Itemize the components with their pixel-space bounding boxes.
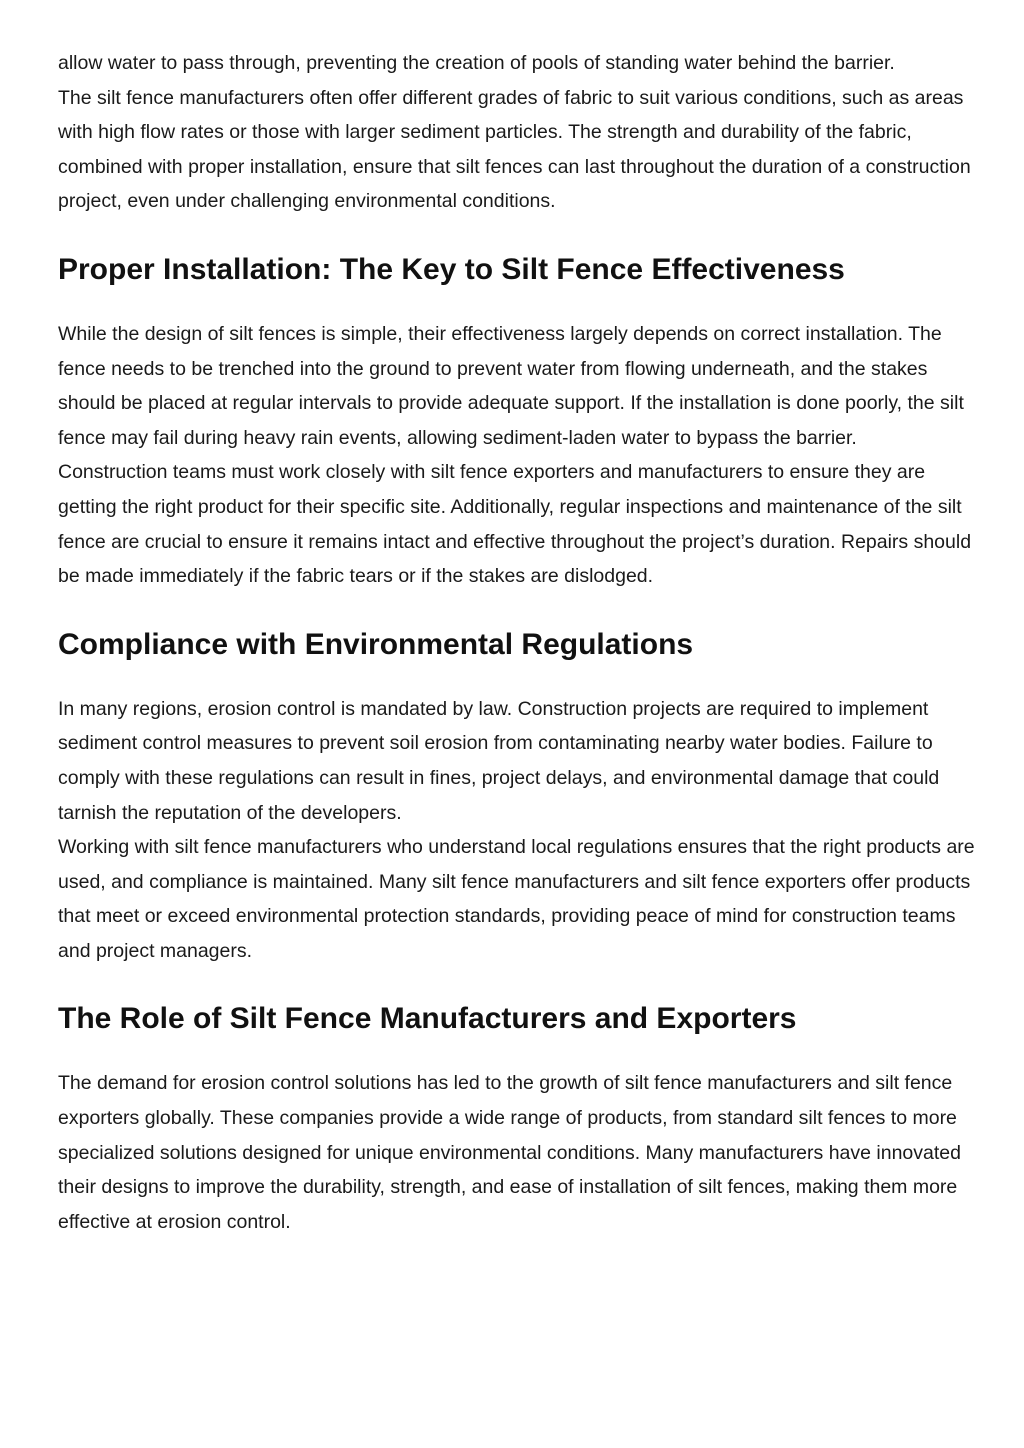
installation-paragraph-2: Construction teams must work closely with silt fence exporters and manufacturers to ensure they are getting the right product for their specific site. Additionally, regular inspections and maintenance of the silt fence are crucial to ensure it remains intact and effective throughout the project’s duration. Repairs should be made immediately if the fabric tears or if the stakes are dislodged. (58, 461, 972, 588)
section-heading-role: The Role of Silt Fence Manufacturers and Exporters (58, 1002, 797, 1036)
section-heading-compliance: Compliance with Environmental Regulations (58, 627, 694, 661)
role-paragraph-1: The demand for erosion control solutions has led to the growth of silt fence manufacturers and silt fence exporters globally. These companies provide a wide range of products, from standard silt fences to more specialized solutions designed for unique environmental conditions. Many manufacturers have innovated their designs to improve the durability, strength, and ease of installation of silt fences, making them more effective at erosion control. (58, 1072, 961, 1233)
intro-paragraph-1: allow water to pass through, preventing the creation of pools of standing water behind the barrier. (58, 52, 895, 74)
compliance-paragraph-2: Working with silt fence manufacturers who understand local regulations ensures that the right products are used, and compliance is maintained. Many silt fence manufacturers and silt fence exporters offer products that meet or exceed environmental protection standards, providing peace of mind for construction teams and project managers. (58, 836, 975, 962)
compliance-paragraph-1: In many regions, erosion control is mandated by law. Construction projects are required to implement sediment control measures to prevent soil erosion from contaminating nearby water bodies. Failure to comply with these regulations can result in fines, project delays, and environmental damage that could tarnish the reputation of the developers. (58, 697, 940, 824)
section-heading-installation: Proper Installation: The Key to Silt Fence Effectiveness (58, 252, 845, 286)
installation-paragraph-1: While the design of silt fences is simple, their effectiveness largely depends on correct installation. The fence needs to be trenched into the ground to prevent water from flowing underneath, and the stakes should be placed at regular intervals to provide adequate support. If the installation is done poorly, the silt fence may fail during heavy rain events, allowing sediment-laden water to bypass the barrier. (58, 322, 964, 449)
document-page (58, 46, 978, 1239)
intro-paragraph-2: The silt fence manufacturers often offer different grades of fabric to suit various conditions, such as areas with high flow rates or those with larger sediment particles. The strength and durability of the fabric, combined with proper installation, ensure that silt fences can last throughout the duration of a construction project, even under challenging environmental conditions. (58, 86, 971, 213)
